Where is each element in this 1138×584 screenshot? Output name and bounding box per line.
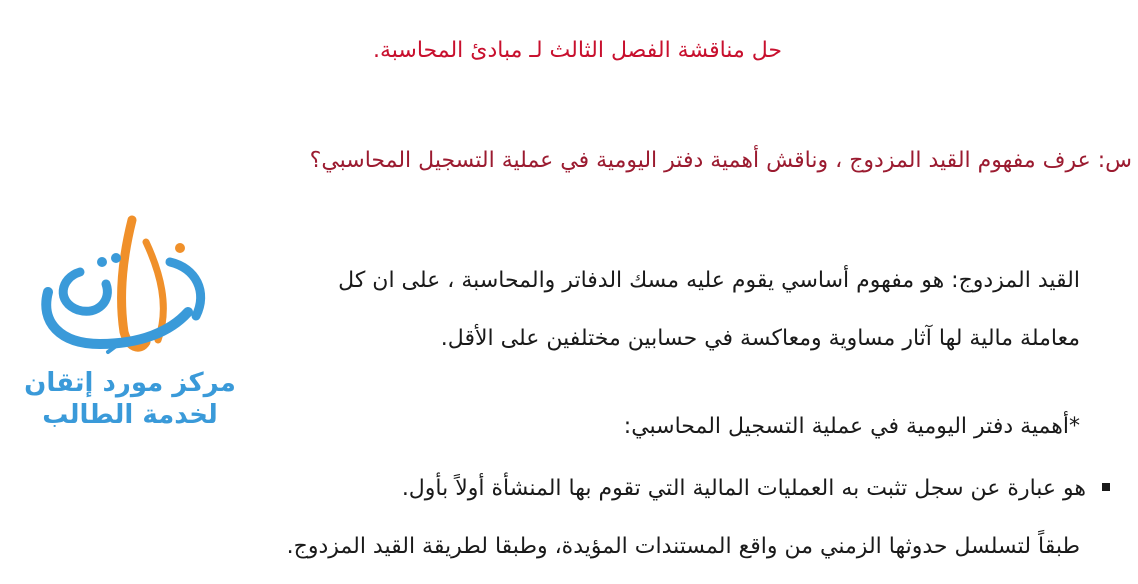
continuation-line: طبقاً لتسلسل حدوثها الزمني من واقع المستندات المؤيدة، وطبقا لطريقة القيد المزدوج.: [286, 534, 1080, 559]
definition-line-1: القيد المزدوج: هو مفهوم أساسي يقوم عليه مسك الدفاتر والمحاسبة ، على ان كل: [338, 268, 1080, 293]
question-text: س: عرف مفهوم القيد المزدوج ، وناقش أهمية دفتر اليومية في عملية التسجيل المحاسبي؟: [309, 148, 1132, 173]
logo-text-line-2: لخدمة الطالب: [42, 400, 218, 430]
itqan-logo-mark-icon: [20, 212, 240, 372]
logo-text-line-1: مركز مورد إتقان: [24, 368, 236, 398]
document-title: حل مناقشة الفصل الثالث لـ مبادئ المحاسبة.: [372, 38, 782, 63]
itqan-logo: [20, 212, 240, 432]
definition-line-2: معاملة مالية لها آثار مساوية ومعاكسة في حسابين مختلفين على الأقل.: [440, 326, 1080, 351]
bullet-text: هو عبارة عن سجل تثبت به العمليات المالية التي تقوم بها المنشأة أولاً بأول.: [401, 476, 1086, 501]
bullet-item: [402, 476, 1110, 501]
importance-heading: *أهمية دفتر اليومية في عملية التسجيل المحاسبي:: [623, 414, 1080, 439]
square-bullet-icon: [1102, 483, 1110, 491]
